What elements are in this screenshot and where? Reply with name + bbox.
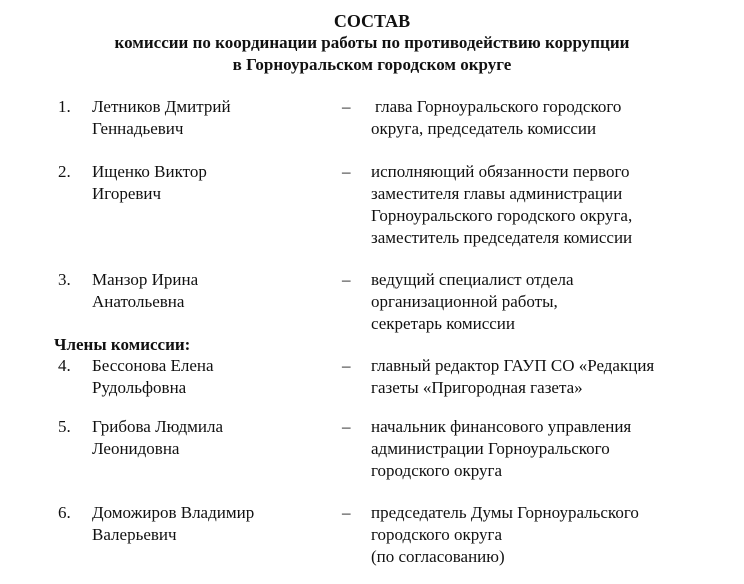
dash-separator: – bbox=[342, 97, 351, 116]
member-name: Доможиров Владимир Валерьевич bbox=[92, 503, 255, 544]
dash-separator: – bbox=[342, 503, 351, 522]
document-title: СОСТАВ bbox=[333, 11, 411, 31]
member-role: начальник финансового управления администрации Горноуральского городского округа bbox=[371, 417, 632, 480]
dash-separator: – bbox=[342, 270, 351, 289]
document-subtitle-line-1: комиссии по координации работы по противодействию коррупции bbox=[114, 33, 630, 52]
member-name: Грибова Людмила Леонидовна bbox=[92, 417, 224, 458]
member-role: исполняющий обязанности первого заместителя главы администрации Горноуральского городского округа, заместитель председателя комиссии bbox=[371, 162, 633, 247]
item-number: 3. bbox=[58, 270, 71, 289]
member-name: Манзор Ирина Анатольевна bbox=[92, 270, 199, 311]
item-number: 5. bbox=[58, 417, 71, 436]
section-title-members: Члены комиссии: bbox=[54, 335, 191, 354]
member-name: Ищенко Виктор Игоревич bbox=[92, 162, 207, 203]
member-role: ведущий специалист отдела организационной работы, секретарь комиссии bbox=[371, 270, 574, 333]
member-name: Бессонова Елена Рудольфовна bbox=[92, 356, 214, 397]
dash-separator: – bbox=[342, 417, 351, 436]
document-subtitle-line-2: в Горноуральском городском округе bbox=[232, 55, 512, 74]
item-number: 1. bbox=[58, 97, 71, 116]
dash-separator: – bbox=[342, 162, 351, 181]
dash-separator: – bbox=[342, 356, 351, 375]
member-role: председатель Думы Горноуральского городского округа (по согласованию) bbox=[371, 503, 639, 566]
member-role: глава Горноуральского городского округа, председатель комиссии bbox=[371, 97, 622, 138]
document-header bbox=[0, 10, 744, 76]
item-number: 4. bbox=[58, 356, 71, 375]
member-name: Летников Дмитрий Геннадьевич bbox=[92, 97, 231, 138]
member-role: главный редактор ГАУП СО «Редакция газеты «Пригородная газета» bbox=[371, 356, 655, 397]
item-number: 6. bbox=[58, 503, 71, 522]
item-number: 2. bbox=[58, 162, 71, 181]
